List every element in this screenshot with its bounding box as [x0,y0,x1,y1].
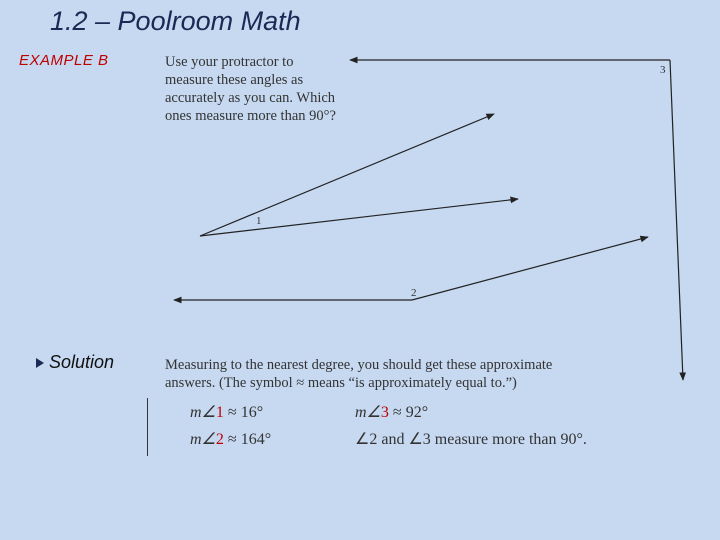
solution-text: Solution [49,352,115,372]
angle1-ray-upper [200,114,494,236]
angle2-ray-right [412,237,648,300]
example-label: EXAMPLE B [19,52,109,69]
page-title: 1.2 – Poolroom Math [50,6,301,36]
answer-divider [147,398,148,456]
result-angle1: m∠1 ≈ 16° [190,404,264,421]
solution-intro: Measuring to the nearest degree, you should get these approximate answers. (The symbol ≈ means “is approximately equal to.”) [165,357,553,391]
angle1-label: 1 [256,215,262,227]
solution-label [36,352,114,373]
play-triangle-icon [36,358,44,368]
result-conclusion: ∠2 and ∠3 measure more than 90°. [355,431,587,448]
angle3-label: 3 [660,64,666,76]
angle2-label: 2 [411,287,417,299]
result-angle3: m∠3 ≈ 92° [355,404,429,421]
example-instructions: Use your protractor to measure these angles as accurately as you can. Which ones measure more than 90°? [165,54,336,124]
angle3-ray-down [670,60,683,380]
angle1-ray-lower [200,199,518,236]
result-angle2: m∠2 ≈ 164° [190,431,272,448]
